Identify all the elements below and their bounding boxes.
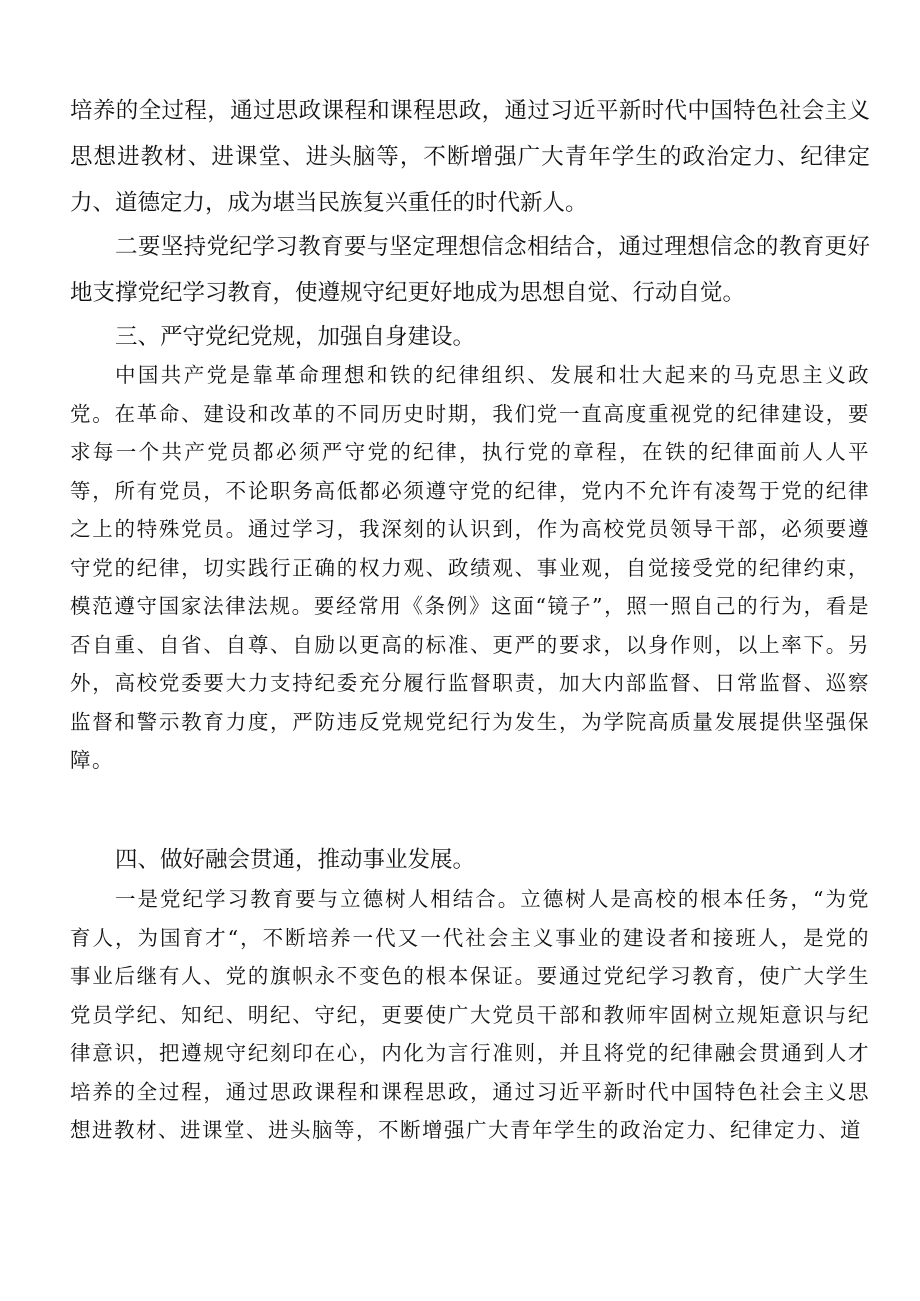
- paragraph-continuation: 培养的全过程，通过思政课程和课程思政，通过习近平新时代中国特色社会主义思想进教材、进课堂、进头脑等，不断增强广大青年学生的政治定力、纪律定力、道德定力，成为堪当民族复兴重任的时代新人。: [70, 98, 870, 216]
- section-heading-3: 三、严守党纪党规，加强自身建设。: [115, 324, 476, 350]
- paragraph-moral-education: 一是党纪学习教育要与立德树人相结合。立德树人是高校的根本任务，“为党育人，为国育才“，不断培养一代又一代社会主义事业的建设者和接班人，是党的事业后继有人、党的旗帜永不变色的根本保证。要通过党纪学习教育，使广大学生党员学纪、知纪、明纪、守纪，更要使广大党员干部和教师牢固树立规矩意识与纪律意识，把遵规守纪刻印在心，内化为言行准则，并且将党的纪律融会贯通到人才培养的全过程，通过思政课程和课程思政，通过习近平新时代中国特色社会主义思想进教材、进课堂、进头脑等，不断增强广大青年学生的政治定力、纪律定力、道: [70, 887, 870, 1142]
- section-heading-4: 四、做好融会贯通，推动事业发展。: [115, 847, 476, 873]
- paragraph-discipline: 中国共产党是靠革命理想和铁的纪律组织、发展和壮大起来的马克思主义政党。在革命、建设和改革的不同历史时期，我们党一直高度重视党的纪律建设，要求每一个共产党员都必须严守党的纪律，执行党的章程，在铁的纪律面前人人平等，所有党员，不论职务高低都必须遵守党的纪律，党内不允许有凌驾于党的纪律之上的特殊党员。通过学习，我深刻的认识到，作为高校党员领导干部，必须要遵守党的纪律，切实践行正确的权力观、政绩观、事业观，自觉接受党的纪律约束，模范遵守国家法律法规。要经常用《条例》这面“镜子”，照一照自己的行为，看是否自重、自省、自尊、自励以更高的标准、更严的要求，以身作则，以上率下。另外，高校党委要大力支持纪委充分履行监督职责，加大内部监督、日常监督、巡察监督和警示教育力度，严防违反党规党纪行为发生，为学院高质量发展提供坚强保障。: [70, 363, 870, 772]
- paragraph-ideals-and-beliefs: 二要坚持党纪学习教育要与坚定理想信念相结合，通过理想信念的教育更好地支撑党纪学习教育，使遵规守纪更好地成为思想自觉、行动自觉。: [70, 234, 870, 306]
